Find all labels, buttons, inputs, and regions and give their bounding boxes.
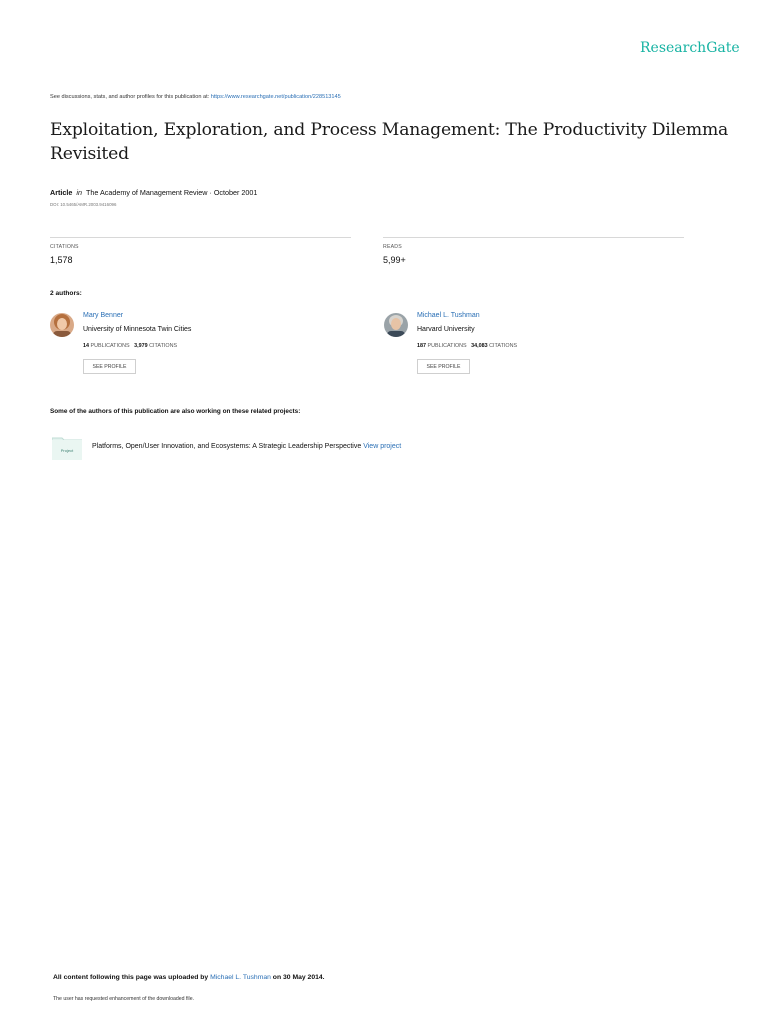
doi: DOI: 10.5465/AMR.2003.9416096: [50, 202, 117, 207]
related-projects-heading: Some of the authors of this publication are also working on these related projects:: [50, 408, 301, 415]
avatar-mary-benner[interactable]: [50, 313, 74, 337]
project-title: Platforms, Open/User Innovation, and Ecosystems: A Strategic Leadership Perspective: [92, 443, 364, 450]
project-entry: [92, 443, 401, 450]
author-institution: Harvard University: [417, 326, 475, 333]
uploader-link[interactable]: Michael L. Tushman: [210, 974, 271, 981]
author-publications-count: 187: [417, 343, 426, 349]
see-profile-button[interactable]: SEE PROFILE: [83, 359, 136, 374]
avatar-michael-tushman[interactable]: [384, 313, 408, 337]
reads-label: READS: [383, 244, 402, 250]
discussion-line: [50, 94, 341, 100]
authors-heading: 2 authors:: [50, 290, 82, 297]
author-citations-count: 3,979: [134, 343, 148, 349]
reads-value: 5,99+: [383, 255, 406, 265]
in-label: in: [76, 188, 82, 197]
divider-reads: [383, 237, 684, 238]
publication-meta: [50, 188, 257, 197]
author-publications-label: PUBLICATIONS: [427, 343, 467, 349]
author-citations-label: CITATIONS: [489, 343, 518, 349]
publication-url-link[interactable]: https://www.researchgate.net/publication/228513145: [210, 94, 341, 100]
discussion-prefix: See discussions, stats, and author profiles for this publication at:: [50, 94, 211, 100]
upload-note: [53, 974, 325, 981]
author-name-link[interactable]: Michael L. Tushman: [417, 312, 480, 319]
author-stats: [417, 343, 517, 349]
project-icon-label: Project: [60, 448, 74, 453]
author-citations-label: CITATIONS: [149, 343, 178, 349]
author-publications-label: PUBLICATIONS: [90, 343, 130, 349]
see-profile-button[interactable]: SEE PROFILE: [417, 359, 470, 374]
citations-value: 1,578: [50, 255, 73, 265]
project-folder-icon[interactable]: [52, 436, 82, 460]
divider-citations: [50, 237, 351, 238]
publication-type: Article: [50, 188, 73, 197]
author-name-link[interactable]: Mary Benner: [83, 312, 124, 319]
publication-title: Exploitation, Exploration, and Process Management: The Productivity Dilemma Revisited: [50, 120, 729, 164]
journal-link[interactable]: The Academy of Management Review · October 2001: [85, 188, 258, 197]
citations-label: CITATIONS: [50, 244, 79, 250]
author-citations-count: 34,083: [471, 343, 488, 349]
person-photo-icon: [384, 313, 408, 337]
view-project-link[interactable]: View project: [363, 443, 402, 450]
person-photo-icon: [50, 313, 74, 337]
enhancement-note: The user has requested enhancement of the downloaded file.: [53, 996, 195, 1002]
upload-suffix: on 30 May 2014.: [270, 974, 325, 981]
upload-prefix: All content following this page was uploaded by: [53, 974, 211, 981]
author-institution: University of Minnesota Twin Cities: [83, 326, 192, 333]
folder-icon: [52, 436, 82, 460]
author-stats: [83, 343, 177, 349]
researchgate-logo[interactable]: ResearchGate: [640, 40, 740, 56]
author-publications-count: 14: [83, 343, 89, 349]
